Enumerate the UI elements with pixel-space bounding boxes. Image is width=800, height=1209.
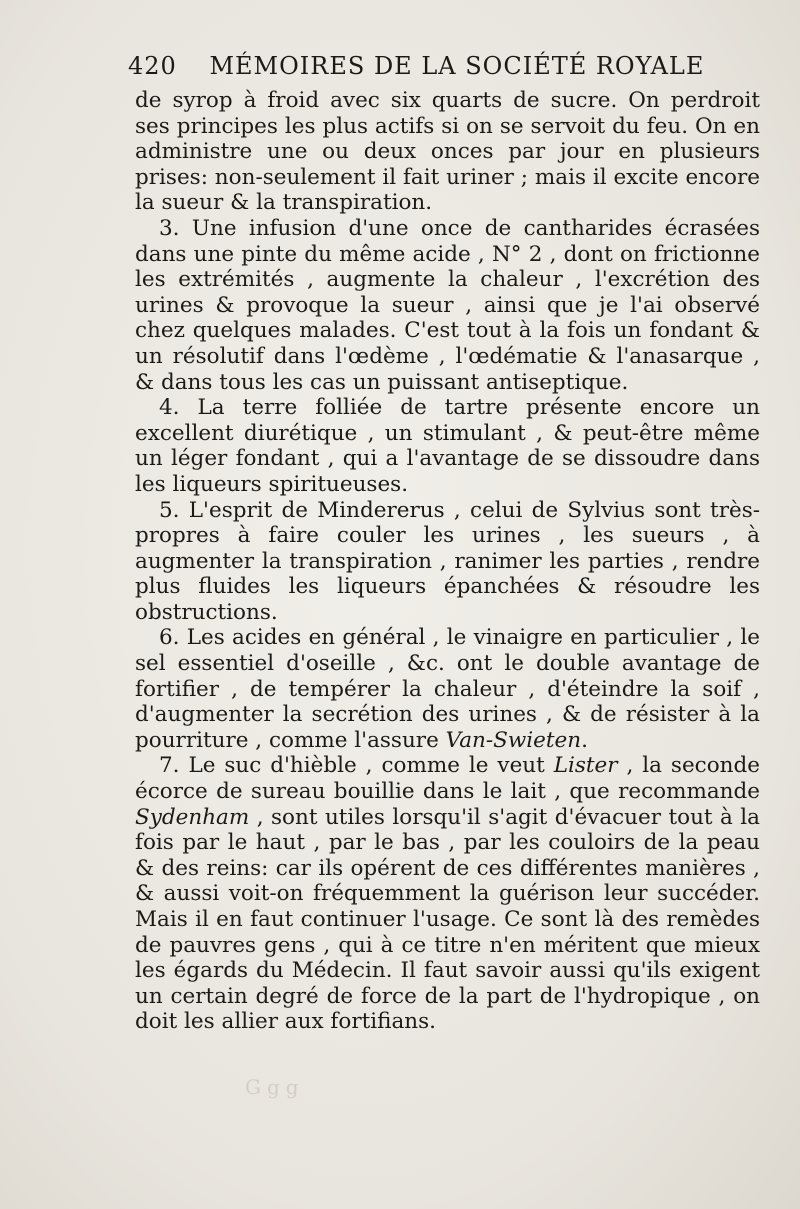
- paragraph-6: [135, 625, 760, 753]
- running-header: [128, 52, 705, 80]
- signature-mark: Ggg: [245, 1075, 305, 1099]
- author-sydenham: Sydenham: [135, 804, 250, 830]
- paragraph-3: 3. Une infusion d'une once de cantharides écrasées dans une pinte du même acide , N° 2 , dont on frictionne les extrémités , augmente la chaleur , l'excrétion des urines & provoque la sueur , ainsi que je l'ai observé chez quelques malades. C'est tout à la fois un fondant & un résolutif dans l'œdème , l'œdématie & l'anasarque , & dans tous les cas un puissant antiseptique.: [135, 215, 760, 395]
- paragraph-7-part-a: 7. Le suc d'hièble , comme le veut: [159, 753, 554, 779]
- body-text: [135, 88, 760, 1035]
- paragraph-7-part-c: , sont utiles lorsqu'il s'agit d'évacuer tout à la fois par le haut , par le bas , par les couloirs de la peau & des reins: car ils opérent de ces différentes manières , & aussi voit-on fréquemment la guérison leur succéder. Mais il en faut continuer l'usage. Ce sont là des remèdes de pauvres gens , qui à ce titre n'en méritent que mieux les égards du Médecin. Il faut savoir aussi qu'ils exigent un certain degré de force de la part de l'hydropique , on doit les allier aux fortifians.: [135, 804, 760, 1035]
- page-number: 420: [128, 52, 177, 80]
- paragraph-6-end: .: [581, 727, 588, 753]
- paragraph-6-text: 6. Les acides en général , le vinaigre en particulier , le sel essentiel d'oseille , &c. ont le double avantage de fortifier , de tempérer la chaleur , d'éteindre la soif , d'augmenter la secrétion des urines , & de résister à la pourriture , comme l'assure: [135, 625, 760, 753]
- paragraph-7: [135, 753, 760, 1035]
- author-van-swieten: Van-Swieten: [445, 727, 582, 753]
- paragraph-4: 4. La terre folliée de tartre présente encore un excellent diurétique , un stimulant , & peut-être même un léger fondant , qui a l'avantage de se dissoudre dans les liqueurs spiritueuses.: [135, 395, 760, 497]
- author-lister: Lister: [553, 753, 618, 779]
- paragraph-continuation: de syrop à froid avec six quarts de sucre. On perdroit ses principes les plus actifs si on se servoit du feu. On en administre une ou deux onces par jour en plusieurs prises: non-seulement il fait uriner ; mais il excite encore la sueur & la transpiration.: [135, 88, 760, 216]
- paragraph-5: 5. L'esprit de Mindererus , celui de Sylvius sont très-propres à faire couler les urines , les sueurs , à augmenter la transpiration , ranimer les parties , rendre plus fluides les liqueurs épanchées & résoudre les obstructions.: [135, 497, 760, 625]
- running-title: MÉMOIRES DE LA SOCIÉTÉ ROYALE: [209, 52, 705, 80]
- paragraph-7-part-b: , la seconde écorce de sureau bouillie dans le lait , que recommande: [135, 753, 760, 805]
